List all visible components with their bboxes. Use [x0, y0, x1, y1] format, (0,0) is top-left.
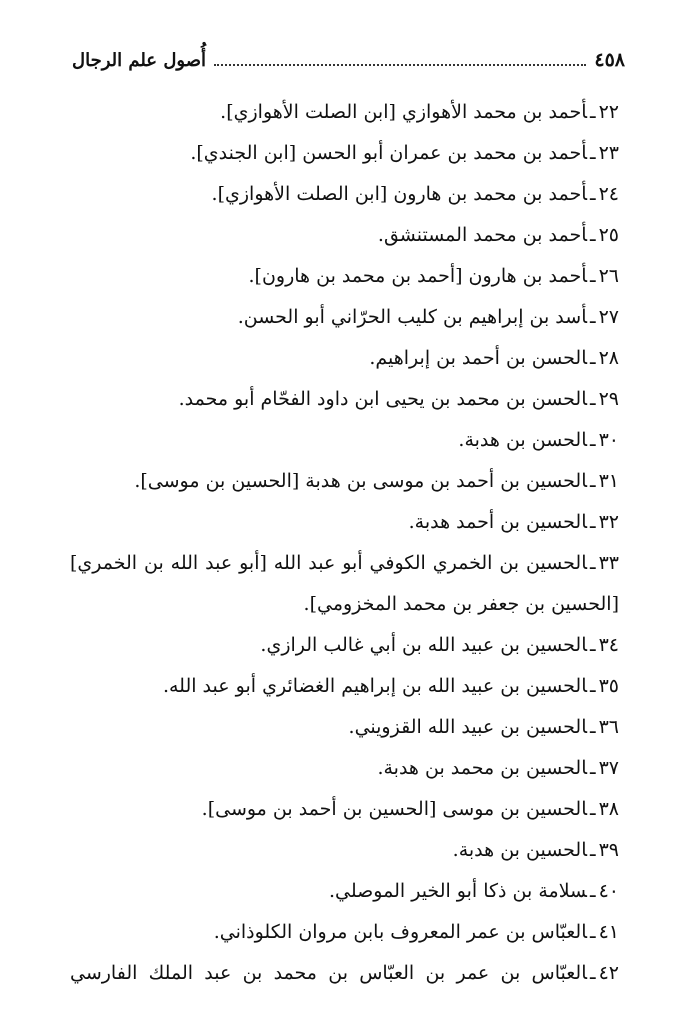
running-title: أُصول علم الرجال [72, 50, 206, 71]
page-header [72, 48, 625, 78]
entry-dash: ـ [590, 511, 596, 533]
entry-text: الحسين بن محمد بن هدبة. [377, 757, 587, 779]
entry-text: العبّاس بن عمر بن العبّاس بن محمد بن عبد الملك الفارسي [70, 962, 587, 984]
entry-dash: ـ [590, 675, 596, 697]
entry-text: الحسين بن الخمري الكوفي أبو عبد الله [أبو عبد الله بن الخمري] [70, 552, 587, 574]
entry-number: ٢٣ [598, 142, 619, 164]
page-number: ٤٥٨ [594, 49, 625, 71]
entry-number: ٤٢ [598, 962, 619, 984]
entry-text: الحسين بن عبيد الله بن إبراهيم الغضائري أبو عبد الله. [162, 675, 587, 697]
entry-number: ٢٧ [598, 306, 619, 328]
entry-dash: ـ [590, 962, 596, 984]
entry-text: أسد بن إبراهيم بن كليب الحرّاني أبو الحسن. [237, 306, 587, 328]
entry-text: الحسين بن عبيد الله بن أبي غالب الرازي. [260, 634, 587, 656]
entry-text: الحسين بن أحمد بن موسى بن هدبة [الحسين بن موسى]. [134, 470, 587, 492]
entry-dash: ـ [590, 634, 596, 656]
list-item [70, 871, 619, 912]
entry-list [70, 92, 619, 994]
list-item [70, 543, 619, 584]
entry-text: الحسن بن أحمد بن إبراهيم. [369, 347, 587, 369]
entry-number: ٢٩ [598, 388, 619, 410]
entry-text: الحسن بن محمد بن يحيى ابن داود الفحّام أبو محمد. [178, 388, 587, 410]
entry-number: ٣٨ [598, 798, 619, 820]
entry-number: ٣٦ [598, 716, 619, 738]
entry-number: ٣١ [598, 470, 619, 492]
entry-number: ٤٠ [598, 880, 619, 902]
list-item [70, 256, 619, 297]
entry-number: ٢٤ [598, 183, 619, 205]
list-item [70, 502, 619, 543]
list-item [70, 92, 619, 133]
entry-text: الحسن بن هدبة. [458, 429, 587, 451]
entry-dash: ـ [590, 306, 596, 328]
entry-dash: ـ [590, 716, 596, 738]
entry-dash: ـ [590, 183, 596, 205]
list-item [70, 830, 619, 871]
entry-text: أحمد بن هارون [أحمد بن محمد بن هارون]. [248, 265, 587, 287]
entry-dash: ـ [590, 224, 596, 246]
entry-number: ٣٤ [598, 634, 619, 656]
entry-dash: ـ [590, 757, 596, 779]
entry-text: الحسين بن عبيد الله القزويني. [348, 716, 587, 738]
entry-text: [الحسين بن جعفر بن محمد المخزومي]. [303, 593, 619, 615]
list-item [70, 953, 619, 994]
entry-dash: ـ [590, 552, 596, 574]
entry-dash: ـ [590, 347, 596, 369]
list-item [70, 789, 619, 830]
entry-text: أحمد بن محمد بن هارون [ابن الصلت الأهوازي]. [211, 183, 587, 205]
list-item [70, 297, 619, 338]
list-item [70, 666, 619, 707]
entry-dash: ـ [590, 798, 596, 820]
entry-text: أحمد بن محمد بن عمران أبو الحسن [ابن الجندي]. [190, 142, 587, 164]
entry-continuation-line [70, 584, 619, 625]
entry-text: العبّاس بن عمر المعروف بابن مروان الكلوذاني. [213, 921, 587, 943]
entry-dash: ـ [590, 265, 596, 287]
entry-number: ٤١ [598, 921, 619, 943]
entry-number: ٣٠ [598, 429, 619, 451]
entry-number: ٢٥ [598, 224, 619, 246]
entry-dash: ـ [590, 429, 596, 451]
entry-dash: ـ [590, 101, 596, 123]
entry-dash: ـ [590, 839, 596, 861]
list-item [70, 174, 619, 215]
entry-number: ٢٢ [598, 101, 619, 123]
entry-text: الحسين بن موسى [الحسين بن أحمد بن موسى]. [201, 798, 587, 820]
entry-dash: ـ [590, 470, 596, 492]
entry-text: الحسين بن أحمد هدبة. [408, 511, 587, 533]
entry-number: ٢٦ [598, 265, 619, 287]
list-item [70, 707, 619, 748]
entry-text: أحمد بن محمد المستنشق. [377, 224, 587, 246]
entry-number: ٣٢ [598, 511, 619, 533]
list-item [70, 338, 619, 379]
entry-number: ٣٥ [598, 675, 619, 697]
entry-number: ٢٨ [598, 347, 619, 369]
entry-dash: ـ [590, 388, 596, 410]
list-item [70, 215, 619, 256]
entry-text: أحمد بن محمد الأهوازي [ابن الصلت الأهوازي]. [220, 101, 587, 123]
entry-dash: ـ [590, 880, 596, 902]
list-item [70, 912, 619, 953]
entry-dash: ـ [590, 142, 596, 164]
list-item [70, 133, 619, 174]
entry-dash: ـ [590, 921, 596, 943]
entry-text: سلامة بن ذكا أبو الخير الموصلي. [329, 880, 587, 902]
entry-number: ٣٩ [598, 839, 619, 861]
entry-text: الحسين بن هدبة. [452, 839, 587, 861]
list-item [70, 420, 619, 461]
list-item [70, 379, 619, 420]
entry-number: ٣٣ [598, 552, 619, 574]
entry-number: ٣٧ [598, 757, 619, 779]
header-dotted-leader [214, 48, 586, 66]
list-item [70, 461, 619, 502]
list-item [70, 625, 619, 666]
list-item [70, 748, 619, 789]
